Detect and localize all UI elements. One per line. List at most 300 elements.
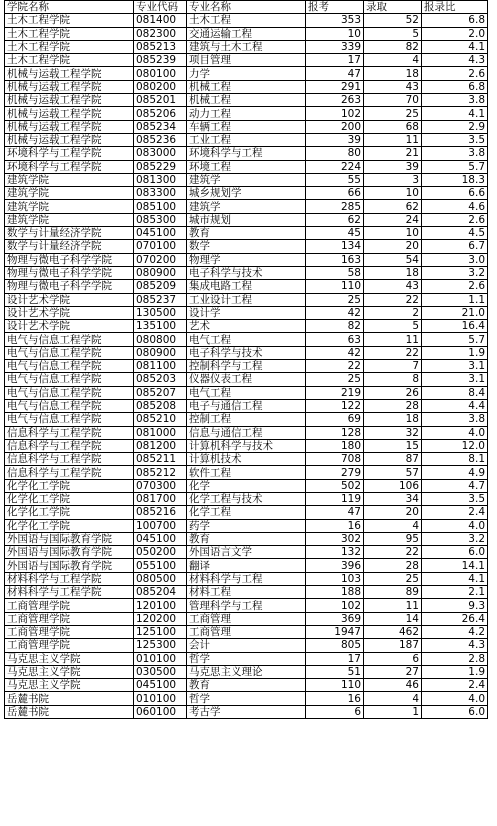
table-row xyxy=(5,625,488,638)
cell-ratio: 2.6 xyxy=(422,280,488,293)
cell-applicants: 110 xyxy=(306,280,364,293)
cell-applicants: 51 xyxy=(306,665,364,678)
table-row xyxy=(5,120,488,133)
cell-admitted: 187 xyxy=(364,639,422,652)
cell-admitted: 20 xyxy=(364,506,422,519)
table-row xyxy=(5,439,488,452)
cell-ratio: 2.8 xyxy=(422,652,488,665)
cell-major-name: 化学 xyxy=(187,479,306,492)
cell-admitted: 87 xyxy=(364,453,422,466)
cell-college: 物理与微电子科学学院 xyxy=(5,280,134,293)
table-row xyxy=(5,80,488,93)
cell-applicants: 69 xyxy=(306,413,364,426)
cell-major-name: 交通运输工程 xyxy=(187,27,306,40)
cell-ratio: 4.1 xyxy=(422,40,488,53)
header-college: 学院名称 xyxy=(5,1,134,14)
table-row xyxy=(5,333,488,346)
table-row xyxy=(5,213,488,226)
cell-major-name: 教育 xyxy=(187,532,306,545)
cell-admitted: 39 xyxy=(364,160,422,173)
cell-admitted: 57 xyxy=(364,466,422,479)
cell-major-code: 085300 xyxy=(134,213,187,226)
cell-ratio: 5.7 xyxy=(422,160,488,173)
cell-ratio: 4.0 xyxy=(422,426,488,439)
cell-admitted: 22 xyxy=(364,346,422,359)
cell-major-code: 100700 xyxy=(134,519,187,532)
cell-admitted: 25 xyxy=(364,107,422,120)
cell-admitted: 4 xyxy=(364,519,422,532)
cell-applicants: 47 xyxy=(306,67,364,80)
cell-admitted: 54 xyxy=(364,253,422,266)
cell-major-code: 085206 xyxy=(134,107,187,120)
table-row xyxy=(5,639,488,652)
cell-college: 电气与信息工程学院 xyxy=(5,373,134,386)
cell-admitted: 1 xyxy=(364,705,422,718)
cell-college: 信息科学与工程学院 xyxy=(5,453,134,466)
cell-major-name: 教育 xyxy=(187,227,306,240)
cell-applicants: 55 xyxy=(306,173,364,186)
cell-applicants: 285 xyxy=(306,200,364,213)
cell-ratio: 3.2 xyxy=(422,532,488,545)
table-row xyxy=(5,107,488,120)
cell-admitted: 4 xyxy=(364,692,422,705)
cell-college: 岳麓书院 xyxy=(5,692,134,705)
cell-major-name: 材料工程 xyxy=(187,586,306,599)
cell-college: 工商管理学院 xyxy=(5,625,134,638)
cell-ratio: 4.3 xyxy=(422,54,488,67)
cell-major-name: 动力工程 xyxy=(187,107,306,120)
cell-major-name: 城市规划 xyxy=(187,213,306,226)
cell-ratio: 3.1 xyxy=(422,373,488,386)
cell-college: 外国语与国际教育学院 xyxy=(5,559,134,572)
cell-admitted: 62 xyxy=(364,200,422,213)
cell-applicants: 502 xyxy=(306,479,364,492)
cell-ratio: 6.8 xyxy=(422,80,488,93)
cell-college: 机械与运载工程学院 xyxy=(5,107,134,120)
cell-major-code: 120100 xyxy=(134,599,187,612)
cell-admitted: 43 xyxy=(364,80,422,93)
cell-ratio: 6.0 xyxy=(422,705,488,718)
cell-major-code: 085204 xyxy=(134,586,187,599)
cell-admitted: 27 xyxy=(364,665,422,678)
cell-college: 电气与信息工程学院 xyxy=(5,333,134,346)
cell-admitted: 18 xyxy=(364,67,422,80)
table-row xyxy=(5,705,488,718)
table-row xyxy=(5,652,488,665)
cell-applicants: 16 xyxy=(306,692,364,705)
cell-admitted: 28 xyxy=(364,399,422,412)
cell-college: 土木工程学院 xyxy=(5,14,134,27)
cell-ratio: 3.0 xyxy=(422,253,488,266)
cell-major-name: 会计 xyxy=(187,639,306,652)
table-row xyxy=(5,386,488,399)
cell-ratio: 4.2 xyxy=(422,625,488,638)
cell-applicants: 22 xyxy=(306,360,364,373)
cell-admitted: 11 xyxy=(364,599,422,612)
cell-admitted: 70 xyxy=(364,94,422,107)
cell-major-code: 045100 xyxy=(134,227,187,240)
cell-admitted: 18 xyxy=(364,266,422,279)
cell-admitted: 15 xyxy=(364,439,422,452)
cell-applicants: 102 xyxy=(306,599,364,612)
cell-ratio: 16.4 xyxy=(422,320,488,333)
cell-major-code: 081700 xyxy=(134,492,187,505)
cell-college: 化学化工学院 xyxy=(5,479,134,492)
table-row xyxy=(5,40,488,53)
cell-admitted: 3 xyxy=(364,173,422,186)
cell-major-name: 药学 xyxy=(187,519,306,532)
cell-major-code: 080800 xyxy=(134,333,187,346)
cell-ratio: 2.0 xyxy=(422,27,488,40)
cell-applicants: 45 xyxy=(306,227,364,240)
cell-major-name: 艺术 xyxy=(187,320,306,333)
cell-major-code: 085203 xyxy=(134,373,187,386)
table-row xyxy=(5,187,488,200)
cell-major-code: 070200 xyxy=(134,253,187,266)
cell-applicants: 302 xyxy=(306,532,364,545)
cell-major-name: 建筑学 xyxy=(187,173,306,186)
cell-ratio: 4.9 xyxy=(422,466,488,479)
cell-college: 外国语与国际教育学院 xyxy=(5,546,134,559)
cell-major-code: 081000 xyxy=(134,426,187,439)
cell-major-name: 机械工程 xyxy=(187,80,306,93)
cell-ratio: 12.0 xyxy=(422,439,488,452)
cell-major-code: 045100 xyxy=(134,532,187,545)
cell-college: 环境科学与工程学院 xyxy=(5,147,134,160)
cell-ratio: 1.9 xyxy=(422,346,488,359)
cell-college: 马克思主义学院 xyxy=(5,652,134,665)
cell-applicants: 805 xyxy=(306,639,364,652)
table-row xyxy=(5,612,488,625)
cell-college: 材料科学与工程学院 xyxy=(5,586,134,599)
cell-major-name: 车辆工程 xyxy=(187,120,306,133)
cell-college: 化学化工学院 xyxy=(5,519,134,532)
cell-ratio: 2.4 xyxy=(422,506,488,519)
cell-major-name: 考古学 xyxy=(187,705,306,718)
cell-ratio: 9.3 xyxy=(422,599,488,612)
cell-major-name: 工商管理 xyxy=(187,612,306,625)
cell-major-code: 085237 xyxy=(134,293,187,306)
cell-admitted: 18 xyxy=(364,413,422,426)
cell-major-name: 建筑与土木工程 xyxy=(187,40,306,53)
cell-applicants: 396 xyxy=(306,559,364,572)
table-row xyxy=(5,160,488,173)
cell-applicants: 17 xyxy=(306,652,364,665)
table-row xyxy=(5,253,488,266)
cell-applicants: 110 xyxy=(306,679,364,692)
cell-applicants: 66 xyxy=(306,187,364,200)
cell-college: 设计艺术学院 xyxy=(5,320,134,333)
cell-major-name: 工商管理 xyxy=(187,625,306,638)
cell-ratio: 14.1 xyxy=(422,559,488,572)
cell-ratio: 2.9 xyxy=(422,120,488,133)
cell-applicants: 39 xyxy=(306,133,364,146)
cell-major-code: 081400 xyxy=(134,14,187,27)
cell-admitted: 43 xyxy=(364,280,422,293)
cell-college: 信息科学与工程学院 xyxy=(5,439,134,452)
cell-ratio: 18.3 xyxy=(422,173,488,186)
cell-college: 设计艺术学院 xyxy=(5,293,134,306)
cell-applicants: 369 xyxy=(306,612,364,625)
cell-applicants: 58 xyxy=(306,266,364,279)
cell-ratio: 8.4 xyxy=(422,386,488,399)
table-row xyxy=(5,67,488,80)
cell-ratio: 3.8 xyxy=(422,147,488,160)
cell-college: 机械与运载工程学院 xyxy=(5,133,134,146)
cell-major-name: 城乡规划学 xyxy=(187,187,306,200)
cell-applicants: 47 xyxy=(306,506,364,519)
cell-major-code: 085100 xyxy=(134,200,187,213)
cell-college: 环境科学与工程学院 xyxy=(5,160,134,173)
cell-admitted: 25 xyxy=(364,572,422,585)
cell-major-code: 070100 xyxy=(134,240,187,253)
cell-major-name: 化学工程 xyxy=(187,506,306,519)
cell-applicants: 6 xyxy=(306,705,364,718)
cell-applicants: 132 xyxy=(306,546,364,559)
cell-ratio: 3.2 xyxy=(422,266,488,279)
cell-ratio: 4.4 xyxy=(422,399,488,412)
cell-applicants: 16 xyxy=(306,519,364,532)
cell-major-code: 085201 xyxy=(134,94,187,107)
cell-major-code: 085234 xyxy=(134,120,187,133)
cell-applicants: 62 xyxy=(306,213,364,226)
table-row xyxy=(5,360,488,373)
cell-major-code: 085236 xyxy=(134,133,187,146)
cell-admitted: 95 xyxy=(364,532,422,545)
cell-major-code: 080900 xyxy=(134,346,187,359)
cell-major-name: 电气工程 xyxy=(187,333,306,346)
cell-admitted: 4 xyxy=(364,54,422,67)
header-applicants: 报考 xyxy=(306,1,364,14)
table-row xyxy=(5,532,488,545)
cell-major-name: 软件工程 xyxy=(187,466,306,479)
cell-college: 数学与计量经济学院 xyxy=(5,227,134,240)
table-row xyxy=(5,173,488,186)
cell-major-code: 085212 xyxy=(134,466,187,479)
cell-major-name: 环境工程 xyxy=(187,160,306,173)
cell-admitted: 32 xyxy=(364,426,422,439)
cell-ratio: 3.8 xyxy=(422,413,488,426)
cell-admitted: 8 xyxy=(364,373,422,386)
admission-table xyxy=(4,0,488,719)
cell-major-code: 085209 xyxy=(134,280,187,293)
cell-ratio: 6.0 xyxy=(422,546,488,559)
cell-admitted: 7 xyxy=(364,360,422,373)
table-row xyxy=(5,572,488,585)
cell-college: 建筑学院 xyxy=(5,187,134,200)
cell-college: 电气与信息工程学院 xyxy=(5,399,134,412)
cell-college: 设计艺术学院 xyxy=(5,306,134,319)
cell-ratio: 6.8 xyxy=(422,14,488,27)
cell-admitted: 52 xyxy=(364,14,422,27)
cell-ratio: 4.1 xyxy=(422,572,488,585)
cell-major-code: 125300 xyxy=(134,639,187,652)
cell-major-name: 电子科学与技术 xyxy=(187,266,306,279)
cell-ratio: 3.5 xyxy=(422,133,488,146)
header-ratio: 报录比 xyxy=(422,1,488,14)
cell-admitted: 5 xyxy=(364,320,422,333)
cell-college: 数学与计量经济学院 xyxy=(5,240,134,253)
cell-college: 物理与微电子科学学院 xyxy=(5,266,134,279)
cell-major-name: 项目管理 xyxy=(187,54,306,67)
cell-ratio: 4.0 xyxy=(422,692,488,705)
cell-admitted: 22 xyxy=(364,546,422,559)
cell-major-name: 力学 xyxy=(187,67,306,80)
table-row xyxy=(5,293,488,306)
cell-applicants: 279 xyxy=(306,466,364,479)
cell-major-code: 081100 xyxy=(134,360,187,373)
table-row xyxy=(5,492,488,505)
cell-applicants: 339 xyxy=(306,40,364,53)
cell-admitted: 14 xyxy=(364,612,422,625)
cell-admitted: 106 xyxy=(364,479,422,492)
table-row xyxy=(5,27,488,40)
cell-admitted: 46 xyxy=(364,679,422,692)
cell-admitted: 68 xyxy=(364,120,422,133)
cell-admitted: 21 xyxy=(364,147,422,160)
cell-major-code: 070300 xyxy=(134,479,187,492)
cell-college: 电气与信息工程学院 xyxy=(5,346,134,359)
cell-major-code: 030500 xyxy=(134,665,187,678)
cell-major-name: 哲学 xyxy=(187,652,306,665)
cell-college: 土木工程学院 xyxy=(5,40,134,53)
cell-college: 工商管理学院 xyxy=(5,639,134,652)
cell-ratio: 1.9 xyxy=(422,665,488,678)
table-row xyxy=(5,506,488,519)
cell-college: 工商管理学院 xyxy=(5,599,134,612)
cell-major-code: 085213 xyxy=(134,40,187,53)
cell-major-name: 仪器仪表工程 xyxy=(187,373,306,386)
cell-ratio: 4.5 xyxy=(422,227,488,240)
header-admitted: 录取 xyxy=(364,1,422,14)
cell-applicants: 17 xyxy=(306,54,364,67)
cell-applicants: 25 xyxy=(306,293,364,306)
cell-admitted: 10 xyxy=(364,227,422,240)
cell-applicants: 188 xyxy=(306,586,364,599)
cell-ratio: 4.1 xyxy=(422,107,488,120)
cell-major-code: 050200 xyxy=(134,546,187,559)
cell-major-code: 045100 xyxy=(134,679,187,692)
cell-ratio: 8.1 xyxy=(422,453,488,466)
cell-major-code: 085216 xyxy=(134,506,187,519)
table-row xyxy=(5,320,488,333)
table-row xyxy=(5,479,488,492)
cell-major-code: 010100 xyxy=(134,692,187,705)
table-row xyxy=(5,546,488,559)
cell-college: 电气与信息工程学院 xyxy=(5,413,134,426)
cell-applicants: 224 xyxy=(306,160,364,173)
cell-college: 外国语与国际教育学院 xyxy=(5,532,134,545)
cell-major-code: 085210 xyxy=(134,413,187,426)
cell-major-code: 135100 xyxy=(134,320,187,333)
table-row xyxy=(5,413,488,426)
cell-applicants: 1947 xyxy=(306,625,364,638)
cell-admitted: 28 xyxy=(364,559,422,572)
cell-major-name: 信息与通信工程 xyxy=(187,426,306,439)
cell-major-name: 电子与通信工程 xyxy=(187,399,306,412)
table-row xyxy=(5,559,488,572)
table-row xyxy=(5,306,488,319)
cell-major-code: 085211 xyxy=(134,453,187,466)
cell-admitted: 20 xyxy=(364,240,422,253)
cell-applicants: 200 xyxy=(306,120,364,133)
cell-major-name: 集成电路工程 xyxy=(187,280,306,293)
cell-major-name: 计算机技术 xyxy=(187,453,306,466)
cell-admitted: 5 xyxy=(364,27,422,40)
cell-major-code: 130500 xyxy=(134,306,187,319)
cell-ratio: 5.7 xyxy=(422,333,488,346)
cell-admitted: 82 xyxy=(364,40,422,53)
table-row xyxy=(5,399,488,412)
cell-ratio: 26.4 xyxy=(422,612,488,625)
cell-major-name: 电气工程 xyxy=(187,386,306,399)
cell-admitted: 89 xyxy=(364,586,422,599)
cell-applicants: 42 xyxy=(306,346,364,359)
admission-table-sheet xyxy=(4,0,488,719)
cell-applicants: 263 xyxy=(306,94,364,107)
cell-major-name: 数学 xyxy=(187,240,306,253)
cell-major-name: 马克思主义理论 xyxy=(187,665,306,678)
cell-applicants: 10 xyxy=(306,27,364,40)
cell-ratio: 4.3 xyxy=(422,639,488,652)
cell-college: 物理与微电子科学学院 xyxy=(5,253,134,266)
cell-ratio: 3.5 xyxy=(422,492,488,505)
table-row xyxy=(5,692,488,705)
cell-admitted: 26 xyxy=(364,386,422,399)
cell-major-name: 外国语言文学 xyxy=(187,546,306,559)
cell-college: 建筑学院 xyxy=(5,200,134,213)
cell-major-name: 工业工程 xyxy=(187,133,306,146)
cell-admitted: 24 xyxy=(364,213,422,226)
cell-ratio: 4.0 xyxy=(422,519,488,532)
cell-applicants: 63 xyxy=(306,333,364,346)
cell-applicants: 25 xyxy=(306,373,364,386)
table-row xyxy=(5,586,488,599)
cell-major-code: 060100 xyxy=(134,705,187,718)
cell-major-code: 083000 xyxy=(134,147,187,160)
cell-applicants: 128 xyxy=(306,426,364,439)
table-row xyxy=(5,346,488,359)
cell-major-code: 080100 xyxy=(134,67,187,80)
cell-college: 岳麓书院 xyxy=(5,705,134,718)
table-row xyxy=(5,227,488,240)
cell-major-code: 083300 xyxy=(134,187,187,200)
cell-college: 建筑学院 xyxy=(5,213,134,226)
table-row xyxy=(5,519,488,532)
table-row xyxy=(5,133,488,146)
cell-major-name: 机械工程 xyxy=(187,94,306,107)
cell-ratio: 2.6 xyxy=(422,67,488,80)
table-row xyxy=(5,426,488,439)
table-row xyxy=(5,280,488,293)
cell-major-name: 哲学 xyxy=(187,692,306,705)
cell-admitted: 11 xyxy=(364,133,422,146)
cell-major-name: 控制科学与工程 xyxy=(187,360,306,373)
table-row xyxy=(5,665,488,678)
cell-applicants: 122 xyxy=(306,399,364,412)
table-row xyxy=(5,54,488,67)
cell-major-name: 工业设计工程 xyxy=(187,293,306,306)
table-row xyxy=(5,466,488,479)
cell-major-name: 管理科学与工程 xyxy=(187,599,306,612)
cell-admitted: 34 xyxy=(364,492,422,505)
cell-major-name: 设计学 xyxy=(187,306,306,319)
cell-college: 材料科学与工程学院 xyxy=(5,572,134,585)
cell-major-name: 控制工程 xyxy=(187,413,306,426)
table-row xyxy=(5,200,488,213)
cell-college: 化学化工学院 xyxy=(5,506,134,519)
table-row xyxy=(5,14,488,27)
